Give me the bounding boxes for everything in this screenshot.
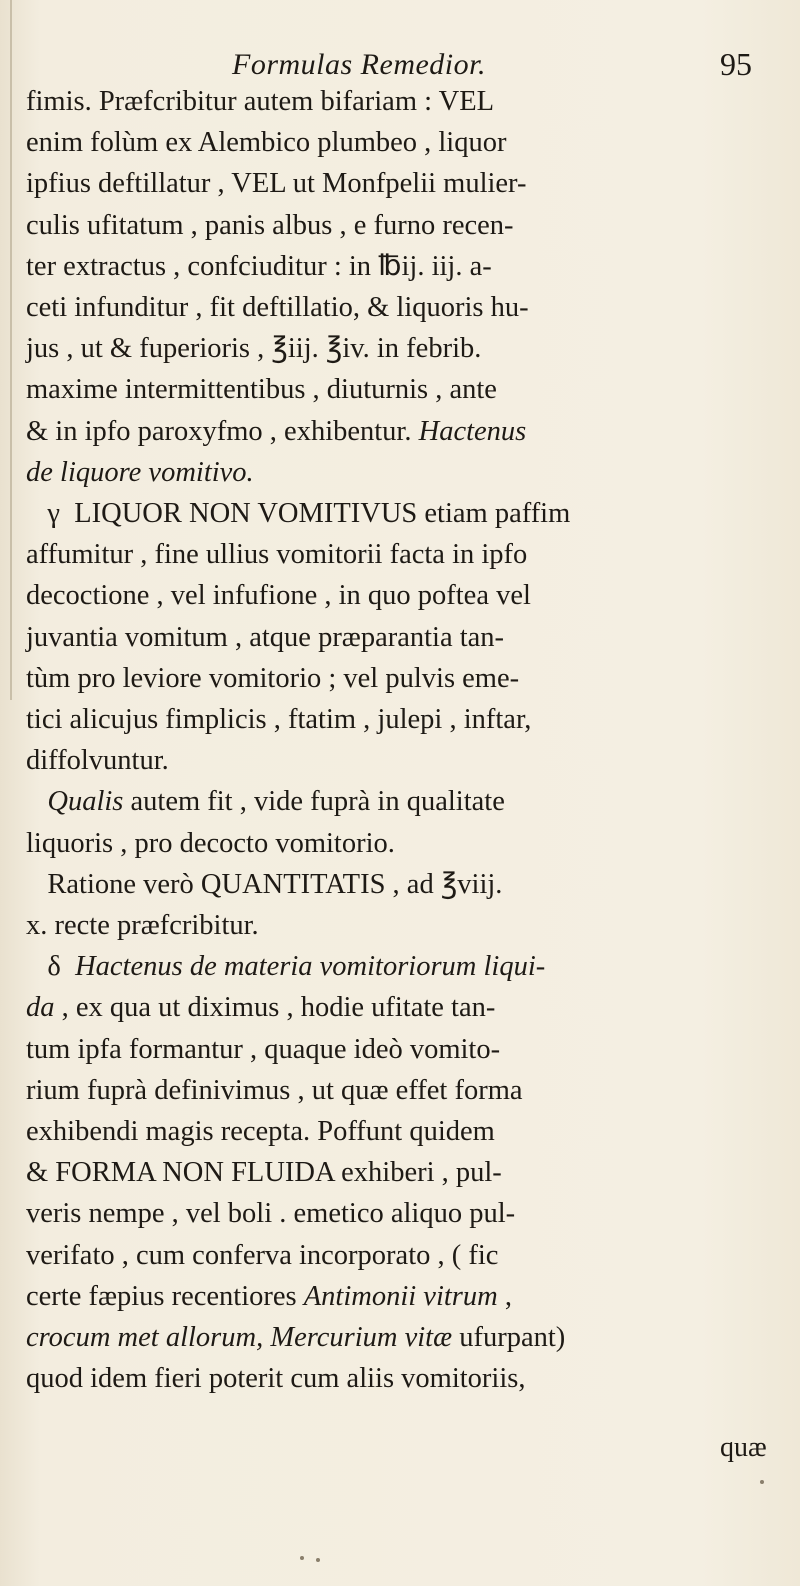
line-roman-text: jus , ut & fuperioris , ℥iij. ℥iv. in febrib.	[26, 333, 482, 365]
line-roman-text: ceti infunditur , fit deftillatio, & liquoris hu-	[26, 292, 529, 323]
line-roman-text: & in ipfo paroxyfmo , exhibentur.	[26, 415, 419, 447]
line-italic-text: Qualis	[47, 786, 124, 818]
line-roman-text: exhibendi magis recepta. Poffunt quidem	[26, 1116, 495, 1147]
line-roman-text: juvantia vomitum , atque præparantia tan-	[26, 621, 505, 653]
text-line	[26, 164, 526, 204]
text-line	[26, 741, 169, 781]
line-roman-text: autem fit , vide fuprà in qualitate	[123, 786, 505, 818]
text-line	[26, 1153, 502, 1193]
text-line	[26, 494, 570, 534]
text-line	[26, 906, 259, 946]
line-roman-text: δ	[26, 951, 76, 983]
text-line	[26, 1112, 495, 1152]
text-line	[26, 576, 531, 616]
text-line	[26, 659, 519, 699]
line-roman-text	[26, 786, 47, 817]
line-roman-text: veris nempe , vel boli . emetico aliquo pul-	[26, 1198, 516, 1230]
text-line	[26, 82, 494, 122]
line-roman-text: certe fæpius recentiores	[26, 1280, 304, 1312]
text-line	[26, 206, 514, 246]
line-roman-text: enim folùm ex Alembico plumbeo , liquor	[26, 127, 507, 159]
line-roman-text: γ LIQUOR NON VOMITIVUS etiam paffim	[26, 498, 571, 529]
line-roman-text: x. recte præfcribitur.	[26, 910, 259, 941]
line-roman-text: & FORMA NON FLUIDA exhiberi , pul-	[26, 1157, 502, 1189]
text-line	[26, 618, 504, 658]
line-italic-text: de liquore vomitivo.	[26, 456, 254, 488]
line-roman-text: affumitur , fine ullius vomitorii facta in ipfo	[26, 539, 528, 571]
line-roman-text: EL	[459, 86, 495, 117]
line-roman-text: verifato , cum conferva incorporato , ( fic	[26, 1239, 499, 1271]
text-line	[26, 1318, 565, 1358]
text-line	[26, 535, 527, 575]
line-italic-text: Hactenus	[418, 415, 527, 447]
text-line	[26, 1194, 515, 1234]
text-line	[26, 782, 505, 822]
text-line	[26, 1359, 525, 1399]
line-roman-text: decoctione , vel infufione , in quo poftea vel	[26, 580, 531, 612]
text-line	[26, 288, 529, 328]
paper-speck	[300, 1556, 304, 1560]
line-roman-text: rium fuprà definivimus , ut quæ effet forma	[26, 1074, 523, 1106]
text-line	[26, 453, 254, 493]
text-line	[26, 412, 526, 452]
line-italic-text: Hactenus de materia vomitoriorum liqui-	[75, 951, 546, 983]
line-roman-text: tici alicujus fimplicis , ftatim , julepi , inftar,	[26, 704, 532, 735]
running-head: Formulas Remedior.	[232, 48, 486, 81]
text-line	[26, 1030, 500, 1070]
line-roman-text: liquoris , pro decocto vomitorio.	[26, 827, 395, 859]
text-line	[26, 247, 492, 287]
line-italic-text: crocum met allorum, Mercurium vitæ	[26, 1322, 453, 1353]
catchword: quæ	[720, 1432, 767, 1463]
line-roman-text: ipfius deftillatur , V	[26, 168, 252, 200]
line-roman-text: fimis. Præfcribitur autem bifariam : V	[26, 86, 460, 117]
line-roman-text: quod idem fieri poterit cum aliis vomitoriis,	[26, 1363, 526, 1395]
line-roman-text: Ratione verò QUANTITATIS , ad ℥viij.	[26, 868, 503, 900]
page-number: 95	[720, 46, 752, 82]
line-roman-text: maxime intermittentibus , diuturnis , ante	[26, 374, 497, 406]
text-line	[26, 123, 506, 163]
line-roman-text: tum ipfa formantur , quaque ideò vomito-	[26, 1033, 501, 1065]
text-line	[26, 1277, 512, 1317]
line-roman-text: ter extractus , confciuditur : in ℔ij. iij. a-	[26, 250, 492, 282]
text-line	[26, 1236, 498, 1276]
text-line	[26, 329, 481, 369]
text-line	[26, 700, 531, 740]
line-roman-text: , ex qua ut diximus , hodie ufitate tan-	[54, 992, 496, 1024]
line-italic-text: Antimonii vitrum	[303, 1280, 498, 1312]
line-roman-text: ,	[497, 1280, 512, 1312]
paper-speck	[760, 1480, 764, 1484]
line-roman-text: ufurpant)	[452, 1322, 566, 1353]
text-line	[26, 988, 495, 1028]
text-line	[26, 865, 502, 905]
text-line	[26, 947, 545, 987]
text-line	[26, 1071, 523, 1111]
text-line	[26, 370, 497, 410]
paper-speck	[316, 1558, 320, 1562]
text-line	[26, 824, 395, 864]
line-italic-text: da	[26, 992, 55, 1024]
line-roman-text: diffolvuntur.	[26, 745, 169, 777]
binding-gutter	[10, 0, 12, 700]
line-roman-text: EL ut Monfpelii mulier-	[251, 168, 527, 200]
line-roman-text: tùm pro leviore vomitorio ; vel pulvis eme-	[26, 662, 520, 694]
line-roman-text: culis ufitatum , panis albus , e furno recen-	[26, 209, 514, 241]
